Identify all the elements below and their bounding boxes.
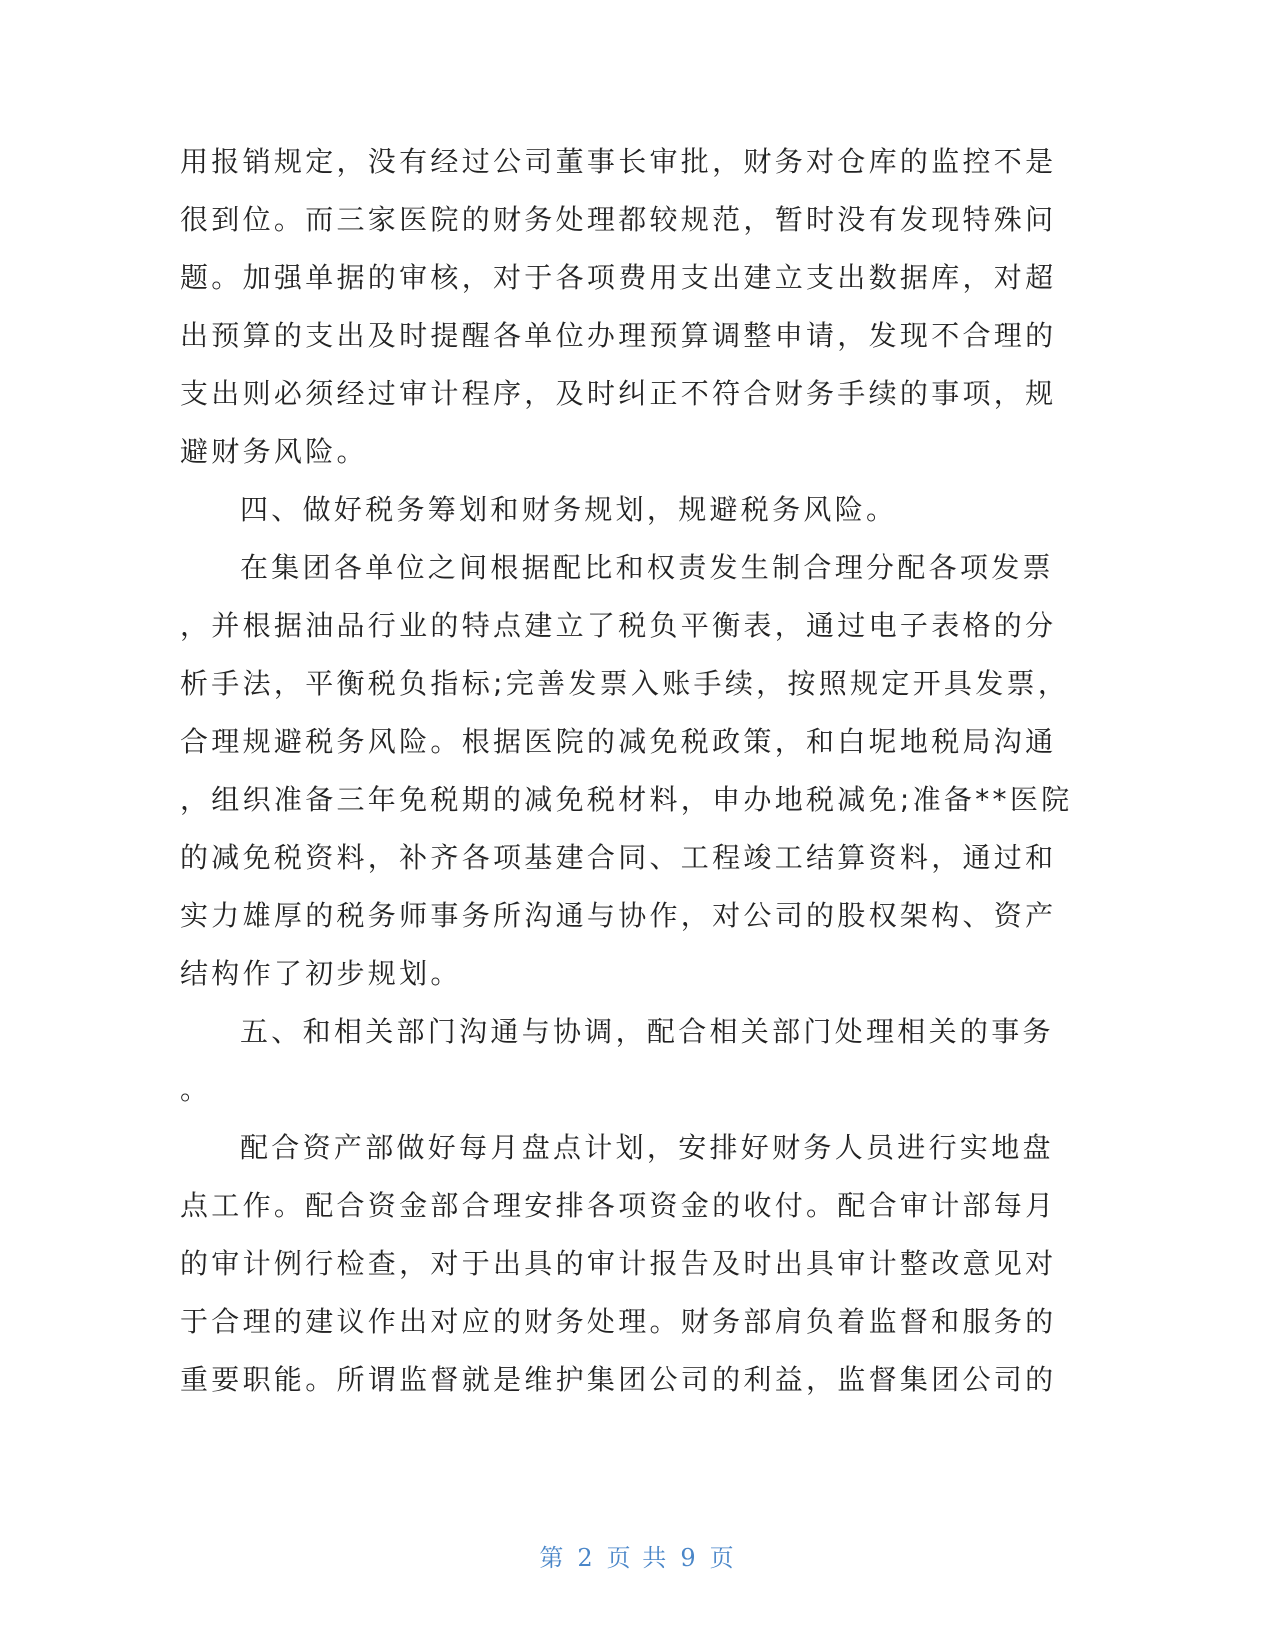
footer-middle: 页 共	[606, 1544, 669, 1572]
text-line: 的审计例行检查，对于出具的审计报告及时出具审计整改意见对	[180, 1247, 1057, 1280]
text-line: 于合理的建议作出对应的财务处理。财务部肩负着监督和服务的	[180, 1305, 1057, 1338]
text-line: 很到位。而三家医院的财务处理都较规范，暂时没有发现特殊问	[180, 203, 1057, 236]
page-footer	[0, 1538, 1275, 1573]
text-line: 出预算的支出及时提醒各单位办理预算调整申请，发现不合理的	[180, 319, 1057, 352]
text-line: 结构作了初步规划。	[180, 957, 462, 990]
text-line: 的减免税资料，补齐各项基建合同、工程竣工结算资料，通过和	[180, 841, 1057, 874]
text-line: 支出则必须经过审计程序，及时纠正不符合财务手续的事项，规	[180, 377, 1057, 410]
footer-total-pages: 9	[680, 1544, 698, 1572]
section-heading: 四、做好税务筹划和财务规划，规避税务风险。	[240, 493, 898, 526]
text-line: 。	[180, 1073, 212, 1106]
text-line: 避财务风险。	[180, 435, 368, 468]
text-line: 用报销规定，没有经过公司董事长审批，财务对仓库的监控不是	[180, 145, 1057, 178]
text-line: ，组织准备三年免税期的减免税材料，申办地税减免;准备**医院	[180, 783, 1073, 816]
section-heading: 五、和相关部门沟通与协调，配合相关部门处理相关的事务	[240, 1015, 1054, 1048]
footer-prefix: 第	[539, 1544, 566, 1572]
footer-page-number: 2	[577, 1544, 595, 1572]
text-line: 题。加强单据的审核，对于各项费用支出建立支出数据库，对超	[180, 261, 1057, 294]
footer-suffix: 页	[709, 1544, 736, 1572]
text-line: 点工作。配合资金部合理安排各项资金的收付。配合审计部每月	[180, 1189, 1057, 1222]
text-line: 重要职能。所谓监督就是维护集团公司的利益，监督集团公司的	[180, 1363, 1057, 1396]
text-line: 析手法，平衡税负指标;完善发票入账手续，按照规定开具发票，	[180, 667, 1070, 700]
text-line: ，并根据油品行业的特点建立了税负平衡表，通过电子表格的分	[180, 609, 1057, 642]
text-line: 在集团各单位之间根据配比和权责发生制合理分配各项发票	[240, 551, 1054, 584]
text-line: 实力雄厚的税务师事务所沟通与协作，对公司的股权架构、资产	[180, 899, 1057, 932]
text-line: 合理规避税务风险。根据医院的减免税政策，和白坭地税局沟通	[180, 725, 1057, 758]
text-line: 配合资产部做好每月盘点计划，安排好财务人员进行实地盘	[240, 1131, 1054, 1164]
